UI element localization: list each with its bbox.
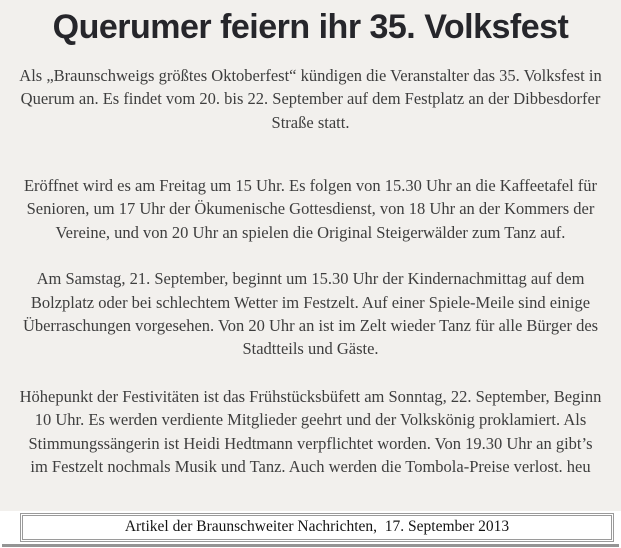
article-headline: Querumer feiern ihr 35. Volksfest	[52, 8, 569, 46]
article-paragraph-intro: Als „Braunschweigs größtes Oktoberfest“ kündigen die Veranstalter das 35. Volksfest in Querum an. Es findet vom 20. bis 22. September auf dem Festplatz an der Dibbesdorfer Straße statt.	[19, 65, 602, 132]
source-caption-box-inner	[22, 515, 612, 540]
footer-strip	[0, 511, 621, 548]
source-caption: Artikel der Braunschweiter Nachrichten, 17. September 2013	[124, 518, 510, 535]
article-paragraph-sunday: Höhepunkt der Festivitäten ist das Frühstücksbüfett am Sonntag, 22. September, Beginn 10 Uhr. Es werden verdiente Mitglieder geehrt und der Volkskönig proklamiert. Als Stimmungssängerin ist Heidi Hedtmann verpflichtet worden. Von 19.30 Uhr an gibt’s im Festzelt nochmals Musik und Tanz. Auch werden die Tombola-Preise verlost. heu	[19, 386, 602, 477]
article-paragraph-saturday: Am Samstag, 21. September, beginnt um 15.30 Uhr der Kindernachmittag auf dem Bolzplatz oder bei schlechtem Wetter im Festzelt. Auf einer Spiele-Meile sind einige Überraschungen vorgesehen. Von 20 Uhr an ist im Zelt wieder Tanz für alle Bürger des Stadtteils und Gäste.	[22, 269, 599, 359]
source-caption-box	[20, 513, 614, 542]
article-paragraph-friday: Eröffnet wird es am Freitag um 15 Uhr. Es folgen von 15.30 Uhr an die Kaffeetafel für Senioren, um 17 Uhr der Ökumenische Gottesdienst, von 18 Uhr an der Kommers der Vereine, und von 20 Uhr an spielen die Original Steigerwälder zum Tanz auf.	[23, 175, 598, 242]
bottom-divider	[2, 544, 619, 547]
